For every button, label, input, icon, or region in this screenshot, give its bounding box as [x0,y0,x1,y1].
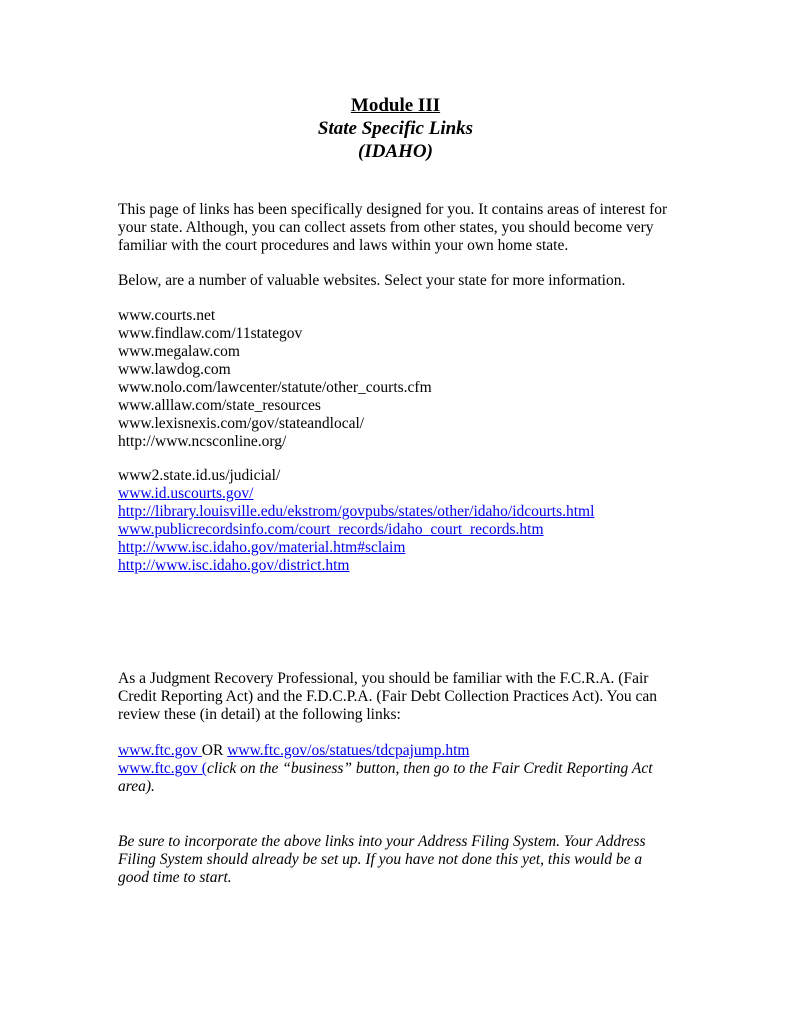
intro-line: This page of links has been specifically designed for you. It contains areas of interest for [118,201,668,218]
state-plain-link[interactable]: www2.state.id.us/judicial/ [118,467,281,484]
state-link[interactable]: www.id.uscourts.gov/ [118,485,254,502]
jrp-line: review these (in detail) at the following links: [118,706,401,723]
module-title: Module III [350,95,441,116]
general-link[interactable]: www.megalaw.com [118,343,240,360]
ftc-line-2 [118,760,678,778]
general-link[interactable]: http://www.ncsconline.org/ [118,433,287,450]
general-link[interactable]: www.courts.net [118,307,216,324]
state-link[interactable]: http://www.isc.idaho.gov/material.htm#sclaim [118,539,406,556]
ftc-business-link[interactable]: www.ftc.gov ( [118,760,207,777]
state-name: (IDAHO) [358,141,433,162]
state-link[interactable]: http://library.louisville.edu/ekstrom/govpubs/states/other/idaho/idcourts.html [118,503,595,520]
general-link[interactable]: www.findlaw.com/11stategov [118,325,303,342]
or-text: OR [201,742,228,759]
state-link[interactable]: www.publicrecordsinfo.com/court_records/idaho_court_records.htm [118,521,544,538]
below-line: Below, are a number of valuable websites. Select your state for more information. [118,272,626,289]
general-link-list [118,307,678,451]
page-subtitle: State Specific Links [317,118,474,139]
ftc-note: click on the “business” button, then go to the Fair Credit Reporting Act [206,760,653,777]
intro-paragraph [118,201,678,255]
below-paragraph [118,272,678,290]
general-link[interactable]: www.alllaw.com/state_resources [118,397,321,414]
intro-line: your state. Although, you can collect assets from other states, you should become very [118,219,654,236]
jrp-paragraph [118,670,678,724]
jrp-line: Credit Reporting Act) and the F.D.C.P.A. (Fair Debt Collection Practices Act). You can [118,688,658,705]
closing-line: good time to start. [118,869,232,886]
general-link[interactable]: www.lexisnexis.com/gov/stateandlocal/ [118,415,365,432]
closing-line: Filing System should already be set up. If you have not done this yet, this would be a [118,851,643,868]
general-link[interactable]: www.lawdog.com [118,361,231,378]
state-link-list [118,467,678,575]
ftc-line-1 [118,742,678,760]
ftc-note-end: area). [118,778,155,795]
closing-line: Be sure to incorporate the above links into your Address Filing System. Your Address [118,833,646,850]
intro-line: familiar with the court procedures and laws within your own home state. [118,237,569,254]
ftc-link[interactable]: www.ftc.gov [118,742,202,759]
ftc-links [118,742,678,796]
jrp-line: As a Judgment Recovery Professional, you should be familiar with the F.C.R.A. (Fair [118,670,649,687]
state-link[interactable]: http://www.isc.idaho.gov/district.htm [118,557,350,574]
closing-paragraph [118,833,678,887]
general-link[interactable]: www.nolo.com/lawcenter/statute/other_courts.cfm [118,379,432,396]
ftc-fdcpa-link[interactable]: www.ftc.gov/os/statues/tdcpajump.htm [227,742,470,759]
